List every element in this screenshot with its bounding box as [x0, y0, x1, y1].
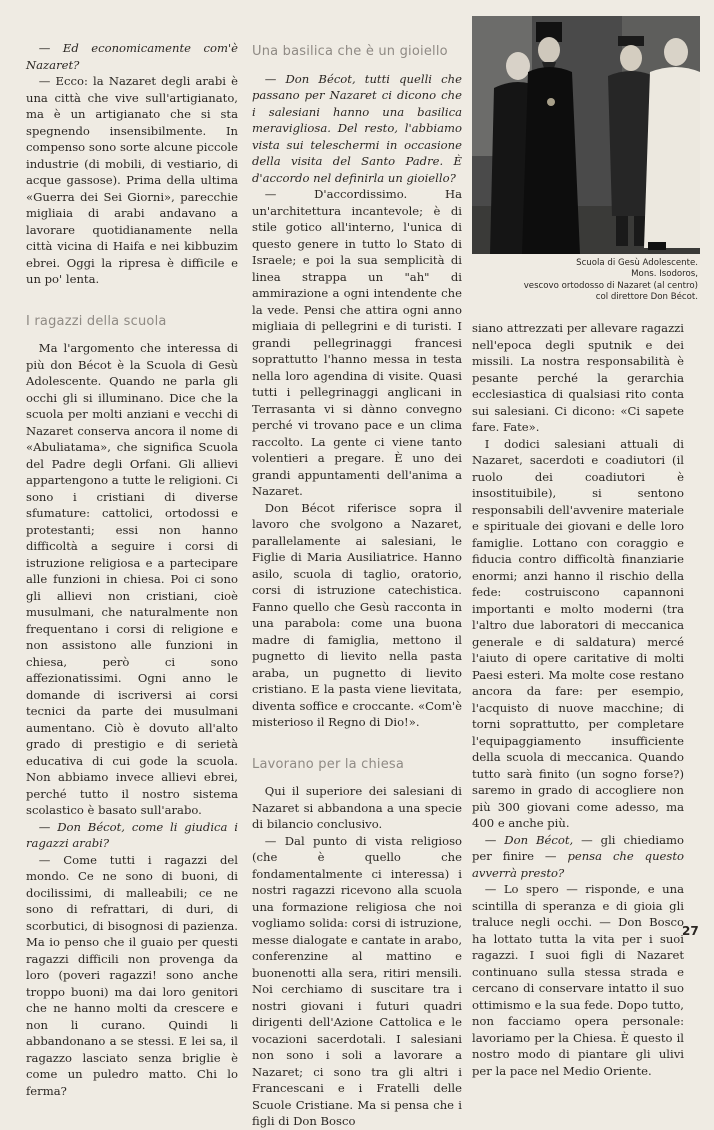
question-basilica: — Don Bécot, tutti quelli che passano per Nazaret ci dicono che i salesiani hanno una basilica meravigliosa. Del resto, l'abbiamo vista sui teleschermi in occasione della visita del Santo Padre. È d'accordo nel definirla un gioiello? — [252, 71, 462, 185]
paragraph: — D'accordissimo. Ha un'architettura incantevole; è di stile gotico all'interno, l'unica di questo genere in tutto lo Stato di Israele; e poi la sua semplicità di linea strappa un "ah" di ammirazione a ogni intendente che la vede. Pensi che attira ogni anno migliaia di pellegrini e di turisti. I grandi pellegrinaggi francesi soprattutto l'hanno messa in testa nella loro agendina di visite. Quasi tutti i pellegrinaggi anglicani in Terrasanta vi si dànno convegno perché vi trovano pace e un clima raccolto. La gente ci viene tanto volentieri a pregare. È uno dei grandi appuntamenti dell'anima a Nazaret. — [252, 187, 462, 498]
paragraph: — Lo spero — risponde, e una scintilla di speranza e di gioia gli traluce negli occhi. — Don Bosco ha lottato tutta la vita per i suoi ragazzi. I suoi figli di Nazaret continuano sulla stessa strada e cercano di conservare intatto il suo ottimismo e la sua fede. Dopo tutto, non facciamo opera personale: lavoriamo per la Chiesa. È questo il nostro modo di piantare gli ulivi per la pace nel Medio Oriente. — [472, 882, 684, 1078]
paragraph: Qui il superiore dei salesiani di Nazaret si abbandona a una specie di bilancio conclusivo. — [252, 784, 462, 831]
caption-line: col direttore Don Bécot. — [595, 291, 698, 302]
section-heading: Lavorano per la chiesa — [252, 756, 405, 772]
paragraph: — Ecco: la Nazaret degli arabi è una città che vive sull'artigianato, ma è un artigianato che si sta spegnendo insensibilmente. In compenso sono sorte alcune piccole industrie (di mobili, di vestiario, di acque gassose). Prima della ultima «Guerra dei Sei Giorni», parecchie migliaia di arabi andavano a lavorare quotidianamente nella città vicina di Haifa e nei kibbuzim ebrei. Oggi la ripresa è difficile e un po' lenta. — [26, 74, 238, 286]
column-1 — [26, 40, 238, 1099]
paragraph: — Dal punto di vista religioso (che è quello che fondamentalmente ci interessa) i nostri ragazzi ricevono alla scuola una formazione religiosa che noi vogliamo solida: corsi di istruzione, messe dialogate e cantate in arabo, conferenzine al mattino e buonenotti alla sera, ritiri mensili. Noi cerchiamo di suscitare tra i nostri giovani i futuri quadri dirigenti dell'Azione Cattolica e le vocazioni sacerdotali. I salesiani non sono i soli a lavorare a Nazaret; ci sono tra gli altri i Francescani e i Fratelli delle Scuole Cristiane. Ma si pensa che i figli di Don Bosco — [252, 833, 462, 1128]
paragraph: Don Bécot riferisce sopra il lavoro che svolgono a Nazaret, parallelamente ai salesiani, le Figlie di Maria Ausiliatrice. Hanno asilo, scuola di taglio, oratorio, corsi di istruzione catechistica. Fanno quello che Gesù racconta in una parabola: come una buona madre di famiglia, mettono il pugnetto di lievito nella pasta araba, un pugnetto di lievito cristiano. E la pasta viene lievitata, diventa soffice e croccante. «Com'è misterioso il Regno di Dio!». — [252, 500, 462, 729]
paragraph: — Come tutti i ragazzi del mondo. Ce ne sono di buoni, di docilissimi, di malleabili; ce ne sono di refrattari, di duri, di scorbutici, di bisognosi di pazienza. Ma io penso che il guaio per questi ragazzi difficili non provenga da loro (poveri ragazzi! sono anche troppo buoni) ma dai loro genitori che ne hanno molti da crescere e non li curano. Quindi li abbandonano a se stessi. E lei sa, il ragazzo lasciato senza briglie è come un puledro matto. Chi lo ferma? — [26, 852, 238, 1098]
paragraph: siano attrezzati per allevare ragazzi nell'epoca degli sputnik e dei missili. La nostra responsabilità è pesante perché la gerarchia ecclesiastica di qualsiasi rito conta sui salesiani. Ci dicono: «Ci sapete fare. Fate». — [472, 321, 684, 434]
column-2 — [252, 44, 462, 1130]
paragraph: I dodici salesiani attuali di Nazaret, sacerdoti e coadiutori (il ruolo dei coadiutori è insostituibile), si sentono responsabili dell'avvenire materiale e spirituale dei giovani e delle loro famiglie. Lottano con coraggio e fiducia contro difficoltà finanziarie enormi; anzi hanno il rischio della fede: costruiscono capannoni importanti e molto moderni (tra l'altro due laboratori di meccanica generale e di saldatura) mercé l'aiuto di opere caritative di molti Paesi esteri. Ma molte cose restano ancora da fare: per esempio, l'acquisto di nuove macchine; di torni soprattutto, per completare l'equipaggiamento insufficiente della scuola di meccanica. Quando tutto sarà finito (un sogno forse?) saremo in grado di accogliere non più 300 giovani come adesso, ma 400 e anche più. — [472, 436, 684, 830]
caption-line: vescovo ortodosso di Nazaret (al centro) — [523, 280, 698, 291]
question-part: — Don Bécot, — [484, 832, 574, 847]
question-final — [472, 832, 684, 882]
photo-caption — [474, 258, 698, 303]
question-part: — gli chiediamo per finire — — [472, 832, 685, 863]
page-number: 27 — [682, 924, 699, 938]
question-arab-boys: — Don Bécot, come li giudica i ragazzi arabi? — [26, 819, 238, 850]
caption-line: Mons. Isodoros, — [631, 269, 698, 280]
paragraph: Ma l'argomento che interessa di più don Bécot è la Scuola di Gesù Adolescente. Quando ne parla gli occhi gli si illuminano. Dice che la scuola per molti anziani e vecchi di Nazaret conserva ancora il nome di «Abuliatama», che significa Scuola del Padre degli Orfani. Gli allievi appartengono a tutte le religioni. Ci sono i cristiani di diverse sfumature: cattolici, ortodossi e protestanti; essi non hanno difficoltà a seguire i corsi di istruzione religiosa e a partecipare alle funzioni in chiesa. Poi ci sono gli allievi non cristiani, cioè musulmani, che naturalmente non frequentano i corsi di religione e non assistono alle funzioni in chiesa, però ci sono affezionatissimi. Ogni anno le domande di iscriversi ai corsi tecnici da parte dei musulmani aumentano. Ciò è dovuto all'alto grado di prestigio e di serietà educativa di cui gode la scuola. Non abbiamo invece allievi ebrei, perché tutto il nostro sistema scolastico è basato sull'arabo. — [26, 341, 238, 817]
column-3 — [472, 320, 684, 1079]
photo-illustration — [472, 16, 700, 254]
section-heading: I ragazzi della scuola — [26, 313, 167, 329]
question-part: pensa che questo avverrà presto? — [472, 849, 684, 880]
caption-line: Scuola di Gesù Adolescente. — [576, 258, 698, 268]
photo-clergy-group — [472, 16, 700, 254]
section-heading: Una basilica che è un gioiello — [252, 44, 448, 59]
question-economy: — Ed economicamente com'è Nazaret? — [26, 41, 238, 72]
